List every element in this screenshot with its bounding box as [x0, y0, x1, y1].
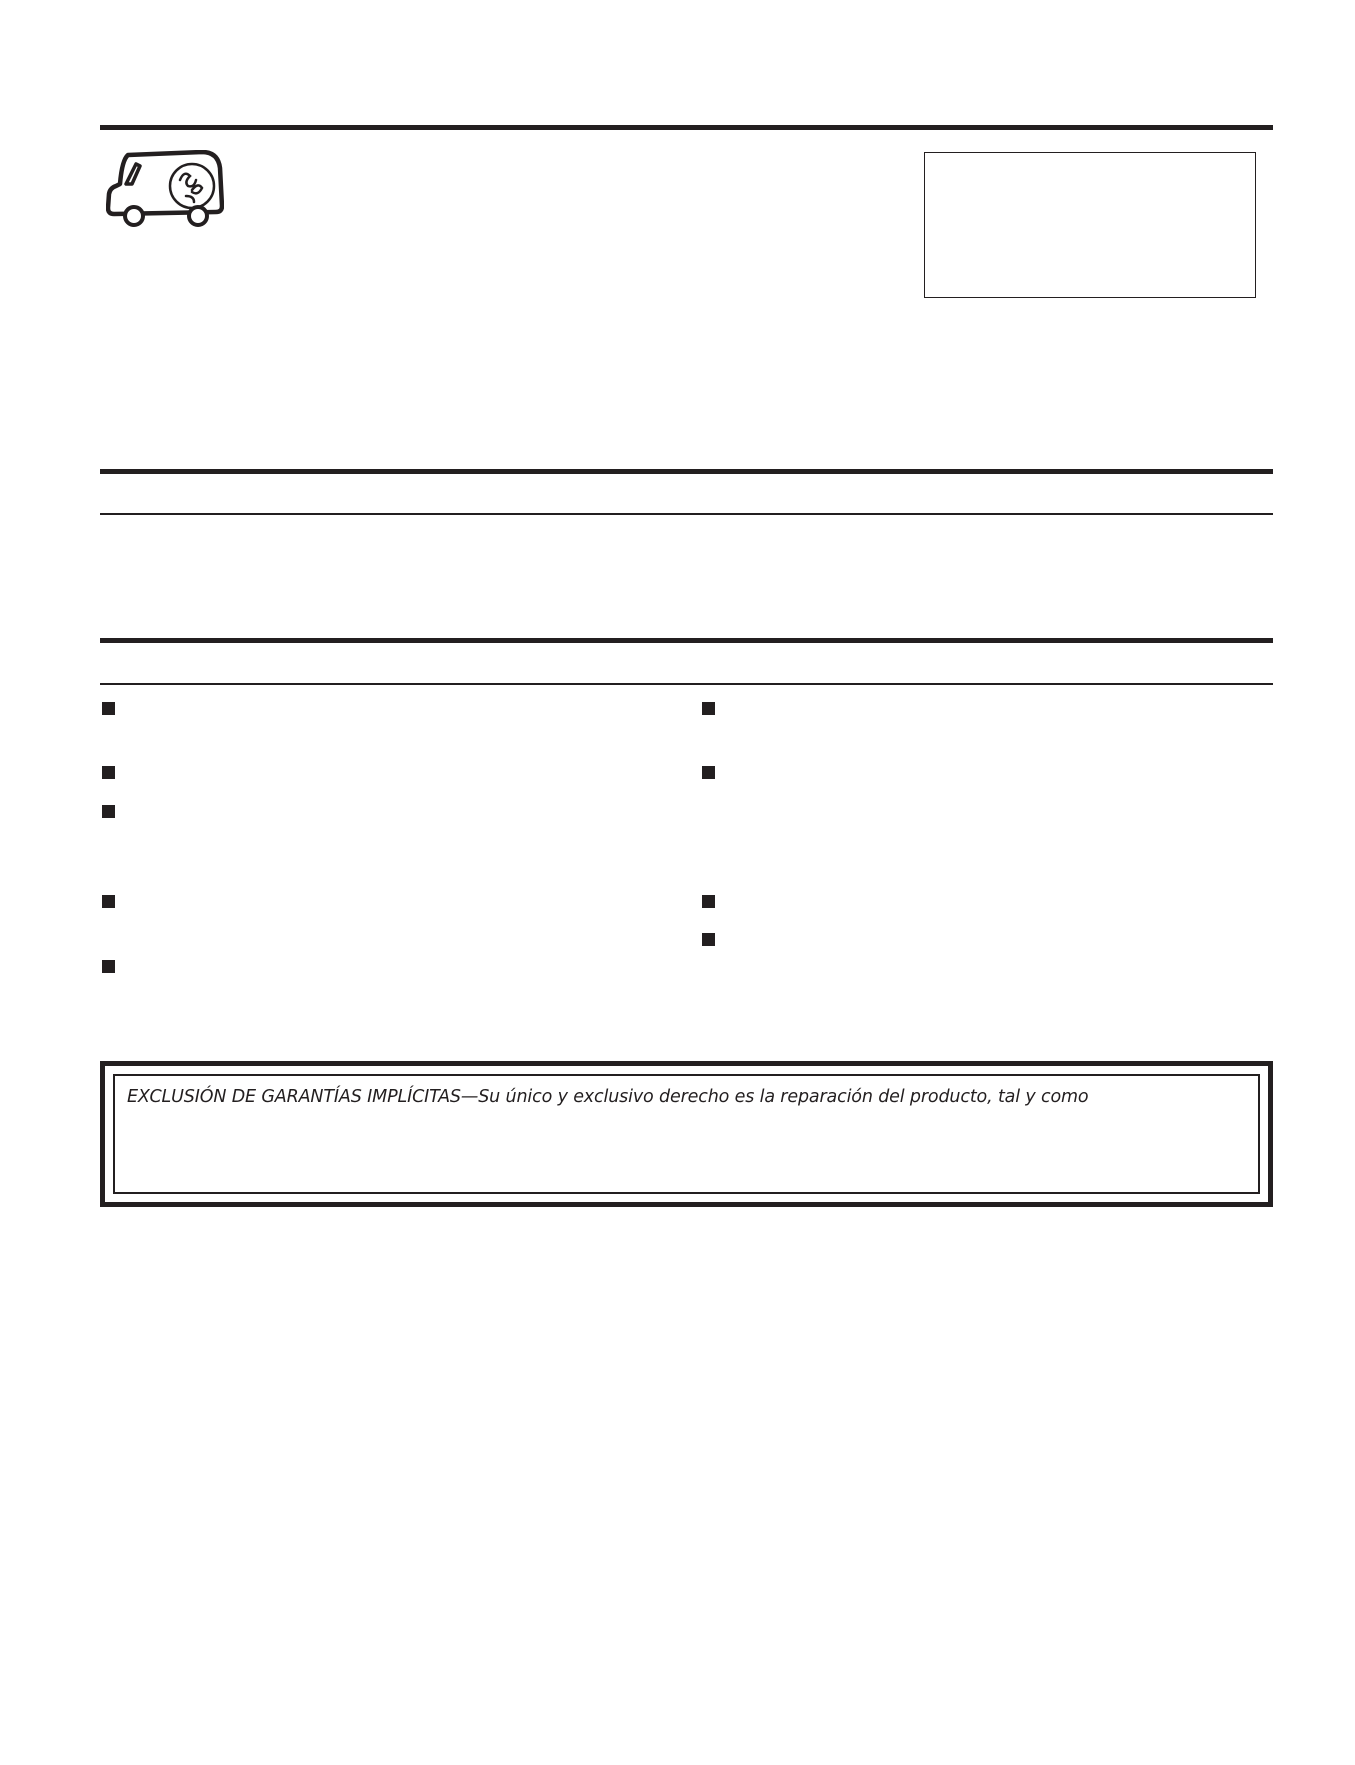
top-rule — [100, 125, 1273, 130]
implied-warranty-exclusion-box — [100, 1061, 1273, 1207]
section-rule-top — [100, 469, 1273, 474]
bullet-marker — [102, 960, 115, 973]
bullet-marker — [102, 895, 115, 908]
bullet-marker — [102, 702, 115, 715]
bullet-marker — [702, 702, 715, 715]
bullet-marker — [102, 805, 115, 818]
bullet-marker — [702, 766, 715, 779]
bullet-marker — [702, 933, 715, 946]
section-rule-bottom — [100, 513, 1273, 515]
bullet-marker — [102, 766, 115, 779]
section-rule-bottom — [100, 683, 1273, 685]
ge-service-van-icon — [106, 150, 224, 230]
bullet-marker — [702, 895, 715, 908]
exclusion-inner-frame — [113, 1074, 1260, 1194]
stamp-box — [924, 152, 1256, 298]
section-rule-top — [100, 638, 1273, 643]
exclusion-text: EXCLUSIÓN DE GARANTÍAS IMPLÍCITAS—Su único y exclusivo derecho es la reparación del producto, tal y como — [127, 1087, 1089, 1107]
